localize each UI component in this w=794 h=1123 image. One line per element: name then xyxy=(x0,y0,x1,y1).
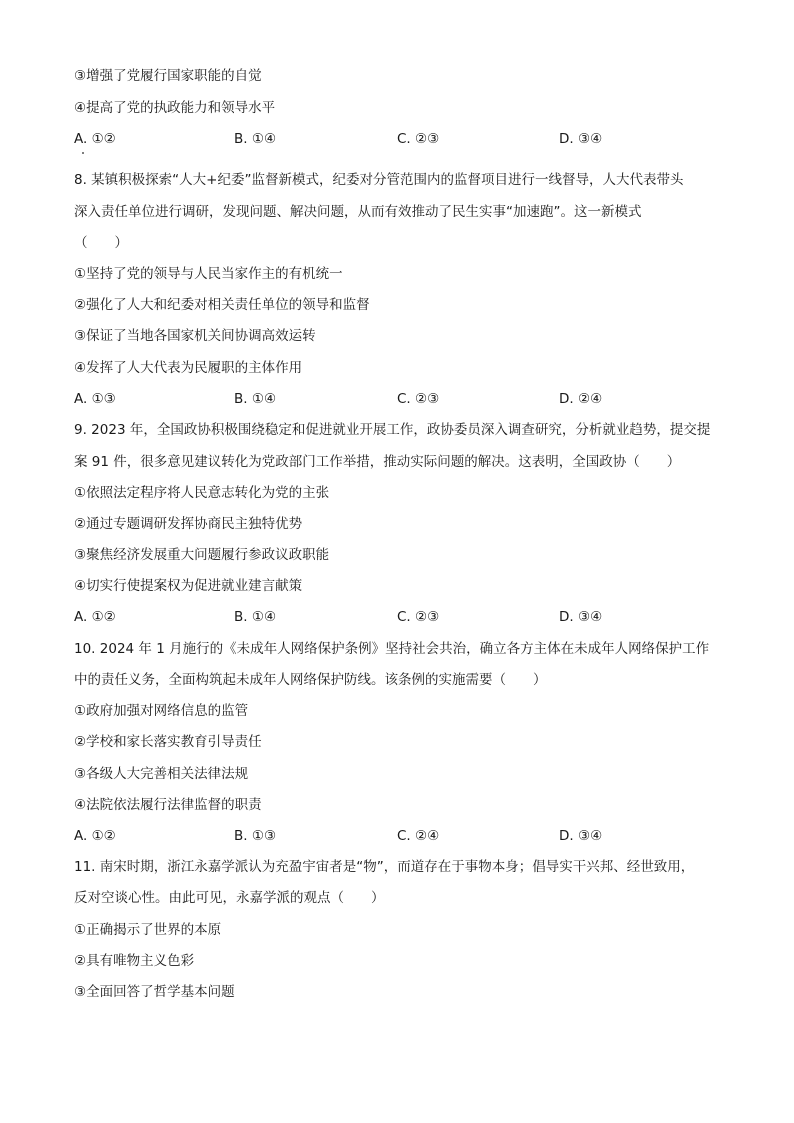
answer-item: ①依照法定程序将人民意志转化为党的主张 xyxy=(74,485,330,501)
option-b: B. ①④ xyxy=(234,609,277,625)
question-8-line: 深入责任单位进行调研，发现问题、解决问题，从而有效推动了民生实事“加速跑”。这一新模式 xyxy=(74,204,642,220)
question-11-line: 11. 南宋时期，浙江永嘉学派认为充盈宇宙者是“物”，而道存在于事物本身；倡导实干兴邦、经世致用， xyxy=(74,859,695,875)
stray-mark xyxy=(82,152,84,154)
option-b: B. ①③ xyxy=(234,828,277,844)
answer-item: ③聚焦经济发展重大问题履行参政议政职能 xyxy=(74,547,330,563)
option-d: D. ②④ xyxy=(559,391,603,407)
question-10-line: 10. 2024 年 1 月施行的《未成年人网络保护条例》坚持社会共治，确立各方主体在未成年人网络保护工作 xyxy=(74,641,710,657)
answer-item: ③全面回答了哲学基本问题 xyxy=(74,984,235,1000)
answer-item: ①坚持了党的领导与人民当家作主的有机统一 xyxy=(74,266,343,282)
option-a: A. ①③ xyxy=(74,391,116,407)
question-8-line: （ ） xyxy=(74,235,128,251)
answer-item: ①政府加强对网络信息的监管 xyxy=(74,703,249,719)
answer-item: ④提高了党的执政能力和领导水平 xyxy=(74,100,276,116)
options-row xyxy=(74,608,714,626)
question-9-line: 9. 2023 年，全国政协积极围绕稳定和促进就业开展工作，政协委员深入调查研究，分析就业趋势，提交提 xyxy=(74,422,711,438)
answer-item: ②具有唯物主义色彩 xyxy=(74,953,195,969)
option-d: D. ③④ xyxy=(559,131,603,147)
options-row xyxy=(74,130,714,148)
question-8-line: 8. 某镇积极探索“人大+纪委”监督新模式，纪委对分管范围内的监督项目进行一线督导，人大代表带头 xyxy=(74,172,684,188)
answer-item: ③保证了当地各国家机关间协调高效运转 xyxy=(74,328,316,344)
answer-item: ②学校和家长落实教育引导责任 xyxy=(74,734,262,750)
answer-item: ①正确揭示了世界的本原 xyxy=(74,922,222,938)
option-d: D. ③④ xyxy=(559,828,603,844)
option-c: C. ②③ xyxy=(397,131,440,147)
answer-item: ②强化了人大和纪委对相关责任单位的领导和监督 xyxy=(74,297,370,313)
answer-item: ②通过专题调研发挥协商民主独特优势 xyxy=(74,516,303,532)
answer-item: ④切实行使提案权为促进就业建言献策 xyxy=(74,578,303,594)
question-9-line: 案 91 件，很多意见建议转化为党政部门工作举措，推动实际问题的解决。这表明，全国政协（ ） xyxy=(74,454,681,470)
option-d: D. ③④ xyxy=(559,609,603,625)
option-c: C. ②④ xyxy=(397,828,440,844)
option-a: A. ①② xyxy=(74,131,116,147)
option-c: C. ②③ xyxy=(397,609,440,625)
question-11-line: 反对空谈心性。由此可见，永嘉学派的观点（ ） xyxy=(74,890,385,906)
option-a: A. ①② xyxy=(74,609,116,625)
answer-item: ④发挥了人大代表为民履职的主体作用 xyxy=(74,360,303,376)
answer-item: ③各级人大完善相关法律法规 xyxy=(74,766,249,782)
option-b: B. ①④ xyxy=(234,391,277,407)
question-10-line: 中的责任义务，全面构筑起未成年人网络保护防线。该条例的实施需要（ ） xyxy=(74,672,547,688)
option-a: A. ①② xyxy=(74,828,116,844)
option-c: C. ②③ xyxy=(397,391,440,407)
answer-item: ③增强了党履行国家职能的自觉 xyxy=(74,68,262,84)
option-b: B. ①④ xyxy=(234,131,277,147)
answer-item: ④法院依法履行法律监督的职责 xyxy=(74,797,262,813)
options-row xyxy=(74,827,714,845)
options-row xyxy=(74,390,714,408)
